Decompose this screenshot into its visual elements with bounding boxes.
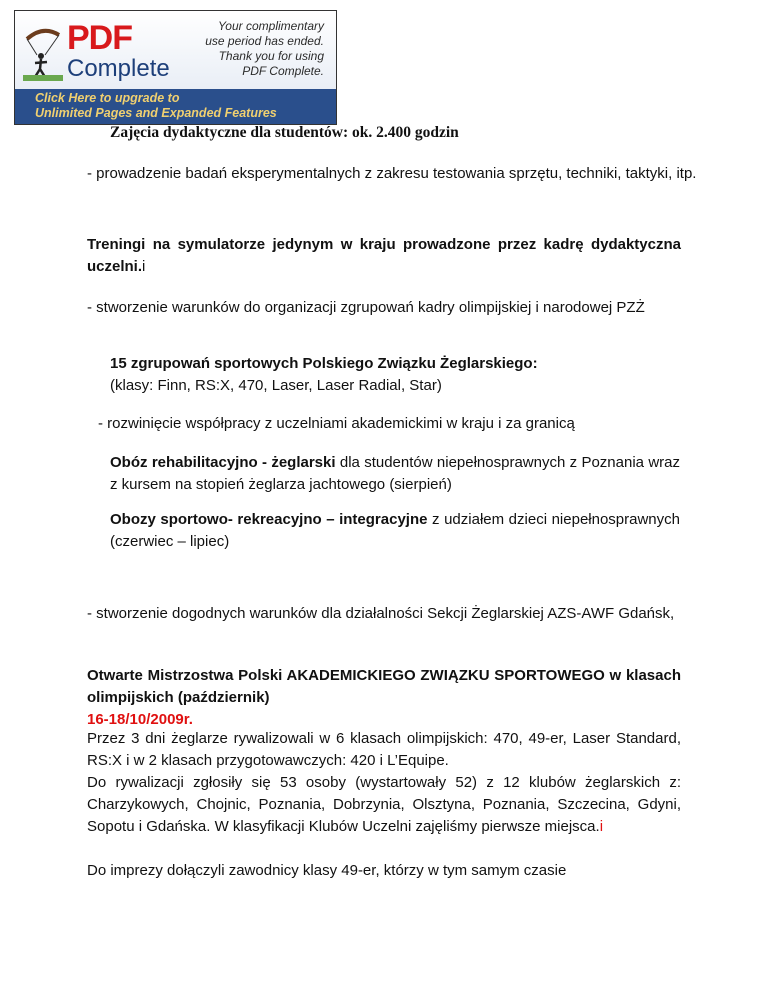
paragraph-simulator <box>87 234 681 278</box>
promo-line: Your complimentary <box>217 19 324 33</box>
camps-count-text: 15 zgrupowań sportowych Polskiego Związku Żeglarskiego: <box>110 355 538 372</box>
pdf-logo-text: PDF <box>67 19 132 57</box>
championship-date: 16-18/10/2009r. <box>87 711 193 728</box>
upgrade-link[interactable] <box>35 91 277 121</box>
footnote-mark: i <box>599 818 604 835</box>
upgrade-line[interactable]: Click Here to upgrade to <box>35 91 180 105</box>
paragraph-section-conditions: - stworzenie dogodnych warunków dla działalności Sekcji Żeglarskiej AZS-AWF Gdańsk, <box>87 605 675 622</box>
paragraph-continuation: Do imprezy dołączyli zawodnicy klasy 49-er, którzy w tym samym czasie <box>87 862 567 879</box>
pdf-complete-upgrade-banner[interactable] <box>14 10 337 125</box>
paragraph-research: - prowadzenie badań eksperymentalnych z zakresu testowania sprzętu, techniki, taktyki, itp. <box>87 165 697 182</box>
simulator-text: Treningi na symulatorze jedynym w kraju prowadzone przez kadrę dydaktyczna uczelni. <box>87 236 681 275</box>
paragraph-integration-camps <box>110 509 680 553</box>
paragraph-training-camps <box>110 353 690 397</box>
banner-logo-area <box>15 11 336 89</box>
complete-logo-text: Complete <box>67 55 170 82</box>
championship-title: Otwarte Mistrzostwa Polski AKADEMICKIEGO ZWIĄZKU SPORTOWEGO w klasach olimpijskich (październik) <box>87 667 681 706</box>
footnote-mark: i <box>142 258 146 275</box>
rehab-camp-title: Obóz rehabilitacyjno - żeglarski <box>110 454 336 471</box>
integration-camps-text: z udziałem dzieci niepełnosprawnych (czerwiec – lipiec) <box>110 511 680 550</box>
paragraph-camps: - stworzenie warunków do organizacji zgrupowań kadry olimpijskiej i narodowej PZŻ <box>87 299 645 316</box>
parasail-figure-icon <box>23 25 63 81</box>
paragraph-competition: Przez 3 dni żeglarze rywalizowali w 6 klasach olimpijskich: 470, 49-er, Laser Standard, RS:X i w 2 klasach przygotowawczych: 420 i L’Equipe. <box>87 730 681 769</box>
paragraph-rehab-camp <box>110 452 680 496</box>
boat-classes-text: (klasy: Finn, RS:X, 470, Laser, Laser Radial, Star) <box>110 377 442 394</box>
promo-line: Thank you for using <box>218 49 324 63</box>
page-heading: Zajęcia dydaktyczne dla studentów: ok. 2.400 godzin <box>110 124 459 141</box>
promo-line: PDF Complete. <box>242 64 324 78</box>
participants-text: Do rywalizacji zgłosiły się 53 osoby (wystartowały 52) z 12 klubów żeglarskich z: Charzykowych, Chojnic, Poznania, Dobrzynia, Olsztyna, Poznania, Szczecina, Gdyni, Sopotu i Gdańska. W klasyfikacji Klubów Uczelni zajęliśmy pierwsze miejsca. <box>87 774 681 835</box>
promo-line: use period has ended. <box>205 34 324 48</box>
promo-message <box>184 19 324 79</box>
paragraph-participants <box>87 772 681 838</box>
upgrade-line[interactable]: Unlimited Pages and Expanded Features <box>35 106 277 120</box>
integration-camps-title: Obozy sportowo- rekreacyjno – integracyjne <box>110 511 428 528</box>
rehab-camp-text: dla studentów niepełnosprawnych z Poznania wraz z kursem na stopień żeglarza jachtowego (sierpień) <box>110 454 680 493</box>
paragraph-championship <box>87 665 681 731</box>
paragraph-cooperation: - rozwinięcie współpracy z uczelniami akademickimi w kraju i za granicą <box>98 415 575 432</box>
